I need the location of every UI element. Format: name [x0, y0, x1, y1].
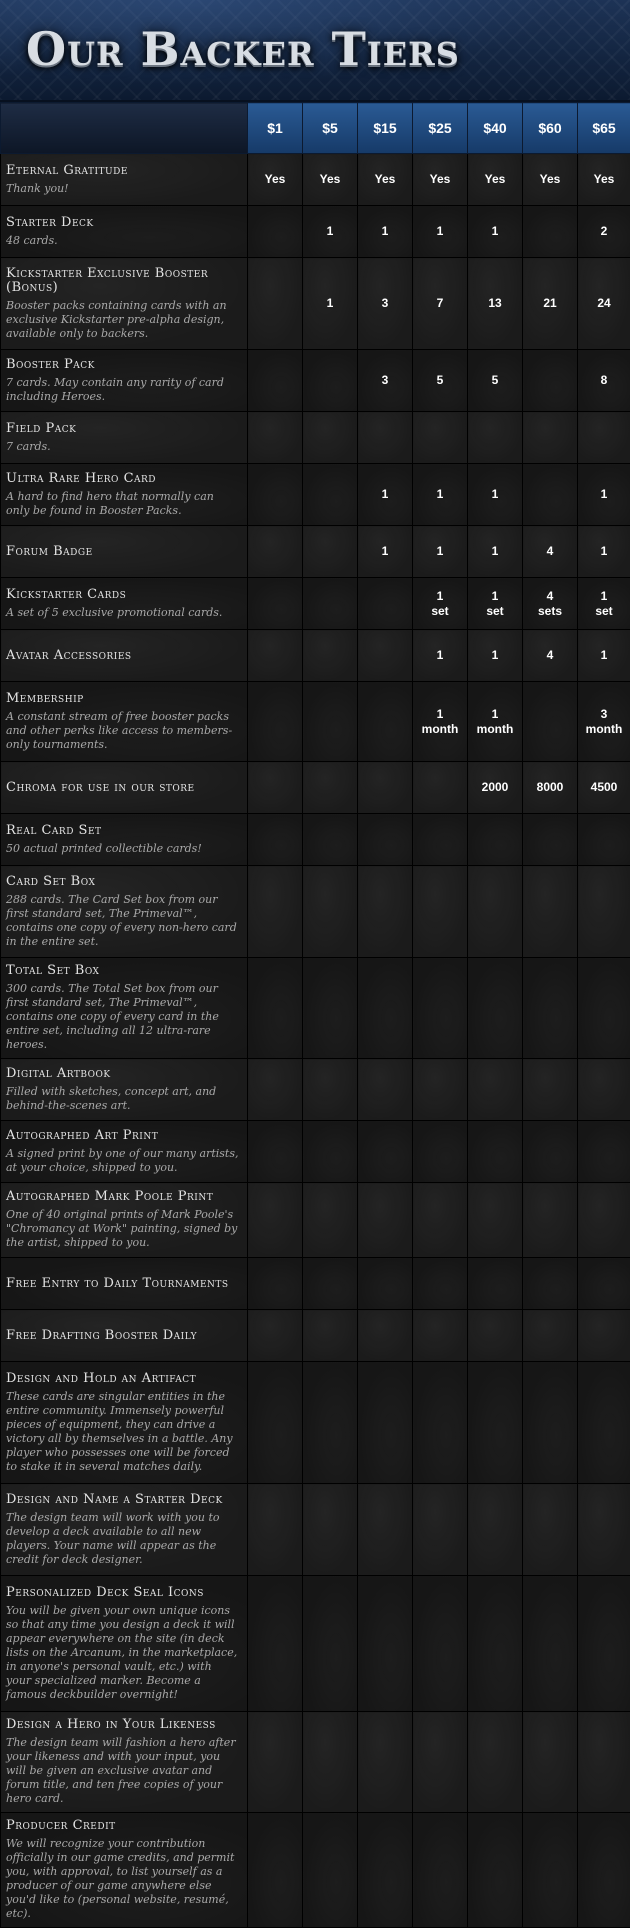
tier-value-cell	[248, 1362, 303, 1484]
tier-value-cell: 3	[358, 258, 413, 350]
feature-description: A signed print by one of our many artists, at your choice, shipped to you.	[6, 1147, 239, 1175]
feature-description: A hard to find hero that normally can only be found in Booster Packs.	[6, 490, 239, 518]
header-banner	[0, 0, 630, 102]
tier-row	[1, 1258, 630, 1310]
tier-value-cell	[523, 1576, 578, 1712]
tier-header: $65	[578, 103, 630, 154]
tier-row	[1, 578, 630, 630]
tier-value-cell	[248, 258, 303, 350]
tier-value-cell	[248, 630, 303, 682]
tier-value-cell	[468, 866, 523, 958]
tier-value-cell	[413, 1183, 468, 1258]
feature-cell	[1, 682, 248, 762]
tier-value-cell: Yes	[248, 154, 303, 206]
tier-value-cell: 7	[413, 258, 468, 350]
tier-row	[1, 1484, 630, 1576]
tier-row	[1, 682, 630, 762]
tier-value-cell: 1	[468, 464, 523, 526]
tier-value-cell: 8000	[523, 762, 578, 814]
tier-value-cell	[413, 412, 468, 464]
tier-value-cell	[523, 866, 578, 958]
tier-value-cell	[578, 814, 630, 866]
feature-name: Personalized Deck Seal Icons	[6, 1586, 239, 1600]
tier-value-cell: 1	[468, 630, 523, 682]
tier-value-cell: Yes	[358, 154, 413, 206]
tier-value-cell	[468, 1121, 523, 1183]
tier-row	[1, 762, 630, 814]
tier-value-cell	[248, 578, 303, 630]
tier-table-body	[1, 154, 630, 1928]
tier-value-cell	[248, 1712, 303, 1813]
tier-value-cell	[358, 1484, 413, 1576]
tier-value-cell: 1 set	[468, 578, 523, 630]
tier-value-cell	[303, 1813, 358, 1928]
tier-value-cell	[468, 814, 523, 866]
tier-value-cell: Yes	[523, 154, 578, 206]
tier-value-cell	[358, 412, 413, 464]
feature-cell	[1, 1121, 248, 1183]
tier-value-cell	[358, 762, 413, 814]
tier-value-cell: 5	[468, 350, 523, 412]
tier-row	[1, 1121, 630, 1183]
tier-value-cell: 1	[413, 206, 468, 258]
feature-description: A set of 5 exclusive promotional cards.	[6, 606, 239, 620]
tier-value-cell: 2	[578, 206, 630, 258]
feature-description: The design team will work with you to develop a deck available to all new players. Your name will appear as the credit for deck designer.	[6, 1511, 239, 1567]
tier-header-row	[1, 103, 630, 154]
feature-name: Booster Pack	[6, 358, 239, 372]
tier-value-cell	[358, 1362, 413, 1484]
feature-description: One of 40 original prints of Mark Poole's "Chromancy at Work" painting, signed by the artist, shipped to you.	[6, 1208, 239, 1250]
tier-value-cell	[578, 1362, 630, 1484]
tier-value-cell	[358, 1712, 413, 1813]
tier-value-cell: 4	[523, 630, 578, 682]
tier-value-cell	[468, 1310, 523, 1362]
tier-value-cell	[248, 350, 303, 412]
feature-cell	[1, 258, 248, 350]
tier-value-cell	[248, 464, 303, 526]
tier-value-cell: Yes	[468, 154, 523, 206]
tier-value-cell	[248, 682, 303, 762]
tier-value-cell: 21	[523, 258, 578, 350]
tier-value-cell: 1	[468, 526, 523, 578]
tier-header: $60	[523, 103, 578, 154]
tier-value-cell	[358, 1258, 413, 1310]
feature-cell	[1, 464, 248, 526]
feature-name: Producer Credit	[6, 1819, 239, 1833]
tier-value-cell	[523, 958, 578, 1059]
tier-row	[1, 526, 630, 578]
tier-value-cell	[303, 526, 358, 578]
tier-value-cell	[413, 1362, 468, 1484]
tier-value-cell	[303, 630, 358, 682]
tier-value-cell: 1 month	[468, 682, 523, 762]
feature-description: Booster packs containing cards with an exclusive Kickstarter pre-alpha design, available only to backers.	[6, 299, 239, 341]
tier-row	[1, 866, 630, 958]
page-title: Our Backer Tiers	[26, 22, 460, 76]
tier-value-cell	[303, 682, 358, 762]
feature-name: Field Pack	[6, 422, 239, 436]
tier-value-cell	[303, 1059, 358, 1121]
tier-value-cell	[413, 1813, 468, 1928]
tier-value-cell	[523, 1310, 578, 1362]
tier-value-cell	[248, 526, 303, 578]
tier-value-cell	[523, 1183, 578, 1258]
tier-header: $1	[248, 103, 303, 154]
tier-value-cell: 24	[578, 258, 630, 350]
feature-name: Membership	[6, 692, 239, 706]
feature-name: Free Entry to Daily Tournaments	[6, 1277, 239, 1291]
tier-value-cell	[468, 1362, 523, 1484]
tier-value-cell	[523, 1712, 578, 1813]
tier-value-cell	[303, 1258, 358, 1310]
tier-value-cell	[248, 412, 303, 464]
tier-value-cell	[248, 1310, 303, 1362]
feature-name: Chroma for use in our store	[6, 781, 239, 795]
feature-cell	[1, 958, 248, 1059]
tier-value-cell	[468, 1813, 523, 1928]
tier-value-cell	[358, 630, 413, 682]
feature-name: Real Card Set	[6, 824, 239, 838]
tier-value-cell	[303, 1121, 358, 1183]
tier-value-cell	[303, 958, 358, 1059]
tier-value-cell	[578, 1712, 630, 1813]
tier-value-cell	[523, 1059, 578, 1121]
tier-value-cell	[413, 762, 468, 814]
tier-value-cell	[303, 1310, 358, 1362]
tier-row	[1, 958, 630, 1059]
tier-value-cell	[248, 1576, 303, 1712]
tier-value-cell: 1	[578, 630, 630, 682]
tier-value-cell	[523, 412, 578, 464]
tier-header: $25	[413, 103, 468, 154]
tier-row	[1, 814, 630, 866]
feature-name: Starter Deck	[6, 216, 239, 230]
tier-value-cell	[413, 1121, 468, 1183]
tier-value-cell	[248, 814, 303, 866]
tier-value-cell	[413, 1258, 468, 1310]
feature-cell	[1, 1258, 248, 1310]
tier-header: $5	[303, 103, 358, 154]
feature-name: Card Set Box	[6, 875, 239, 889]
feature-description: You will be given your own unique icons so that any time you design a deck it will appear everywhere on the site (in deck lists on the Arcanum, in the marketplace, in anyone's personal vault, etc.) with your specialized marker. Become a famous deckbuilder overnight!	[6, 1604, 239, 1702]
feature-name: Forum Badge	[6, 545, 239, 559]
feature-cell	[1, 1813, 248, 1928]
feature-cell	[1, 206, 248, 258]
tier-header: $40	[468, 103, 523, 154]
tier-value-cell	[358, 578, 413, 630]
tier-value-cell	[358, 1310, 413, 1362]
tier-value-cell	[523, 1258, 578, 1310]
tier-value-cell	[413, 866, 468, 958]
tier-value-cell: 1	[413, 464, 468, 526]
feature-cell	[1, 578, 248, 630]
tier-value-cell	[248, 1258, 303, 1310]
tier-value-cell	[248, 1484, 303, 1576]
feature-description: 48 cards.	[6, 234, 239, 248]
tier-value-cell	[413, 1712, 468, 1813]
tier-value-cell: 1	[303, 206, 358, 258]
tier-value-cell: Yes	[578, 154, 630, 206]
tier-value-cell: 1	[468, 206, 523, 258]
tier-value-cell: 13	[468, 258, 523, 350]
tier-value-cell	[248, 1121, 303, 1183]
tier-value-cell	[523, 1813, 578, 1928]
tier-value-cell	[248, 1059, 303, 1121]
tier-value-cell: 1	[578, 526, 630, 578]
feature-name: Kickstarter Cards	[6, 588, 239, 602]
tier-value-cell	[578, 1484, 630, 1576]
tier-value-cell: 1	[413, 630, 468, 682]
tier-row	[1, 154, 630, 206]
feature-cell	[1, 412, 248, 464]
feature-cell	[1, 154, 248, 206]
tier-value-cell	[248, 1183, 303, 1258]
tier-value-cell	[358, 866, 413, 958]
feature-cell	[1, 630, 248, 682]
tier-value-cell	[413, 958, 468, 1059]
tier-value-cell	[578, 1310, 630, 1362]
feature-cell	[1, 526, 248, 578]
tier-value-cell	[413, 1059, 468, 1121]
tier-value-cell	[523, 350, 578, 412]
feature-name: Digital Artbook	[6, 1067, 239, 1081]
tier-value-cell	[523, 682, 578, 762]
tier-value-cell: 4	[523, 526, 578, 578]
tier-value-cell	[303, 1183, 358, 1258]
tier-value-cell	[303, 412, 358, 464]
tier-value-cell	[523, 1484, 578, 1576]
tier-value-cell	[468, 1258, 523, 1310]
feature-cell	[1, 1484, 248, 1576]
tier-value-cell: 4500	[578, 762, 630, 814]
tier-value-cell	[358, 814, 413, 866]
tier-value-cell	[413, 1310, 468, 1362]
tier-row	[1, 258, 630, 350]
feature-description: We will recognize your contribution officially in our game credits, and permit you, with approval, to list yourself as a producer of our game anywhere else you'd like to (personal website, resumé, etc).	[6, 1837, 239, 1921]
tier-value-cell	[303, 464, 358, 526]
tier-value-cell	[303, 1712, 358, 1813]
tier-value-cell: 1	[358, 526, 413, 578]
tier-value-cell	[248, 762, 303, 814]
feature-description: A constant stream of free booster packs and other perks like access to members-only tournaments.	[6, 710, 239, 752]
tier-value-cell	[303, 866, 358, 958]
tier-value-cell: Yes	[413, 154, 468, 206]
tier-value-cell	[248, 958, 303, 1059]
tier-value-cell	[578, 1183, 630, 1258]
feature-cell	[1, 814, 248, 866]
feature-name: Eternal Gratitude	[6, 164, 239, 178]
tier-value-cell	[578, 412, 630, 464]
tier-value-cell	[303, 762, 358, 814]
tier-value-cell	[303, 814, 358, 866]
tier-value-cell	[468, 1484, 523, 1576]
tier-value-cell	[523, 464, 578, 526]
feature-description: 300 cards. The Total Set box from our first standard set, The Primeval™, contains one copy of every card in the entire set, including all 12 ultra-rare heroes.	[6, 982, 239, 1052]
tier-value-cell	[303, 1484, 358, 1576]
tier-value-cell	[523, 1121, 578, 1183]
feature-cell	[1, 1576, 248, 1712]
feature-cell	[1, 1712, 248, 1813]
tier-value-cell	[523, 1362, 578, 1484]
backer-tiers-table	[0, 102, 630, 1928]
tier-value-cell	[413, 814, 468, 866]
tier-value-cell	[358, 958, 413, 1059]
tier-value-cell	[248, 206, 303, 258]
tier-row	[1, 412, 630, 464]
tier-row	[1, 1362, 630, 1484]
tier-value-cell	[578, 1121, 630, 1183]
tier-value-cell: 1	[303, 258, 358, 350]
tier-row	[1, 464, 630, 526]
tier-value-cell	[578, 866, 630, 958]
tier-value-cell	[578, 1813, 630, 1928]
tier-value-cell	[468, 958, 523, 1059]
tier-value-cell	[468, 1712, 523, 1813]
tier-value-cell	[358, 1183, 413, 1258]
tier-value-cell: 1	[358, 464, 413, 526]
tier-value-cell	[303, 1362, 358, 1484]
tier-value-cell	[578, 1059, 630, 1121]
feature-description: 7 cards. May contain any rarity of card including Heroes.	[6, 376, 239, 404]
feature-description: 50 actual printed collectible cards!	[6, 842, 239, 856]
feature-description: Filled with sketches, concept art, and behind-the-scenes art.	[6, 1085, 239, 1113]
tier-value-cell: 1 set	[578, 578, 630, 630]
feature-name: Ultra Rare Hero Card	[6, 472, 239, 486]
tier-row	[1, 206, 630, 258]
tier-row	[1, 1712, 630, 1813]
tier-value-cell	[248, 1813, 303, 1928]
tier-row	[1, 350, 630, 412]
tier-row	[1, 1576, 630, 1712]
tier-value-cell	[523, 206, 578, 258]
tier-value-cell	[468, 412, 523, 464]
tier-value-cell: 1	[413, 526, 468, 578]
tier-row	[1, 630, 630, 682]
tier-value-cell: 1	[578, 464, 630, 526]
tier-value-cell	[523, 814, 578, 866]
tier-value-cell: 5	[413, 350, 468, 412]
tier-value-cell	[413, 1576, 468, 1712]
feature-description: The design team will fashion a hero after your likeness and with your input, you will be given an exclusive avatar and forum title, and ten free copies of your hero card.	[6, 1736, 239, 1806]
tier-header: $15	[358, 103, 413, 154]
tier-value-cell	[468, 1183, 523, 1258]
feature-name: Design and Hold an Artifact	[6, 1372, 239, 1386]
tier-value-cell: 3 month	[578, 682, 630, 762]
tier-row	[1, 1183, 630, 1258]
feature-cell	[1, 1183, 248, 1258]
tier-value-cell: 1 month	[413, 682, 468, 762]
tier-value-cell	[358, 682, 413, 762]
tier-value-cell: 2000	[468, 762, 523, 814]
feature-name: Design a Hero in Your Likeness	[6, 1718, 239, 1732]
tier-value-cell	[413, 1484, 468, 1576]
tier-value-cell	[303, 578, 358, 630]
tier-value-cell: 3	[358, 350, 413, 412]
tier-value-cell: 1	[358, 206, 413, 258]
tier-row	[1, 1059, 630, 1121]
tier-value-cell: 8	[578, 350, 630, 412]
feature-cell	[1, 1310, 248, 1362]
tier-value-cell	[358, 1059, 413, 1121]
feature-name: Kickstarter Exclusive Booster (Bonus)	[6, 267, 239, 295]
tier-value-cell: Yes	[303, 154, 358, 206]
tier-row	[1, 1310, 630, 1362]
tier-value-cell: 4 sets	[523, 578, 578, 630]
feature-name: Free Drafting Booster Daily	[6, 1329, 239, 1343]
tier-value-cell	[468, 1059, 523, 1121]
feature-cell	[1, 866, 248, 958]
feature-description: These cards are singular entities in the entire community. Immensely powerful pieces of equipment, they can drive a victory all by themselves in a battle. Any player who possesses one will be forced to stake it in several matches daily.	[6, 1390, 239, 1474]
feature-description: 7 cards.	[6, 440, 239, 454]
feature-name: Autographed Mark Poole Print	[6, 1190, 239, 1204]
tier-value-cell	[468, 1576, 523, 1712]
feature-cell	[1, 350, 248, 412]
tier-value-cell	[303, 1576, 358, 1712]
tier-value-cell	[578, 958, 630, 1059]
tier-value-cell	[358, 1121, 413, 1183]
tier-value-cell	[303, 350, 358, 412]
feature-name: Design and Name a Starter Deck	[6, 1493, 239, 1507]
feature-name: Total Set Box	[6, 964, 239, 978]
tier-value-cell	[578, 1258, 630, 1310]
feature-cell	[1, 762, 248, 814]
feature-name: Autographed Art Print	[6, 1129, 239, 1143]
tier-row	[1, 1813, 630, 1928]
tier-value-cell	[358, 1576, 413, 1712]
tier-value-cell	[358, 1813, 413, 1928]
tier-value-cell: 1 set	[413, 578, 468, 630]
feature-description: Thank you!	[6, 182, 239, 196]
tier-value-cell	[578, 1576, 630, 1712]
header-corner-cell	[1, 103, 248, 154]
feature-cell	[1, 1362, 248, 1484]
feature-cell	[1, 1059, 248, 1121]
tier-value-cell	[248, 866, 303, 958]
feature-name: Avatar Accessories	[6, 649, 239, 663]
feature-description: 288 cards. The Card Set box from our first standard set, The Primeval™, contains one copy of every non-hero card in the entire set.	[6, 893, 239, 949]
